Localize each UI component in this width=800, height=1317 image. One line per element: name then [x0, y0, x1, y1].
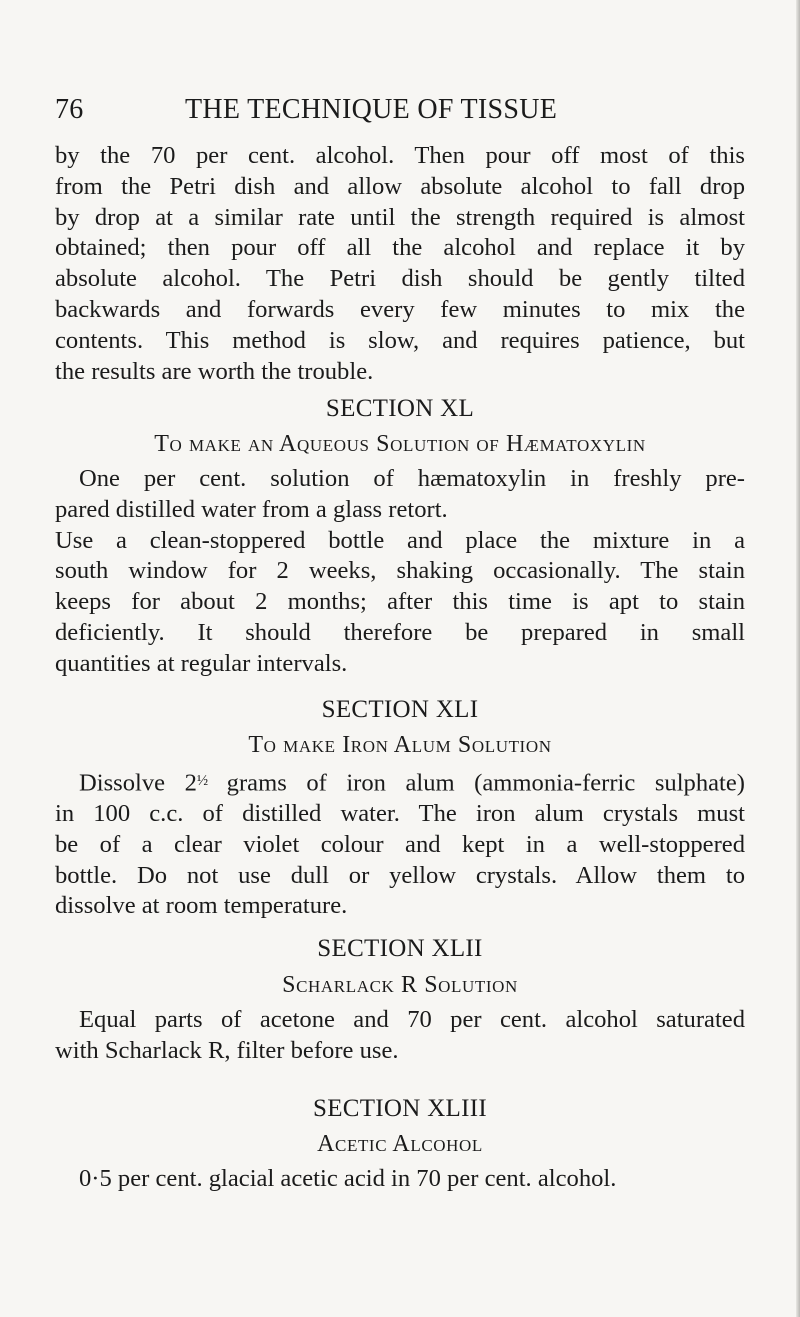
section-subheading: Acetic Alcohol: [317, 1131, 483, 1157]
text-line: Equal parts of acetone and 70 per cent. alcohol saturated: [79, 1006, 745, 1033]
text-line: 0·5 per cent. glacial acetic acid in 70 per cent. alcohol.: [79, 1165, 617, 1192]
running-title: THE TECHNIQUE OF TISSUE: [185, 94, 558, 125]
text-line: be of a clear violet colour and kept in a well-stoppered: [55, 830, 745, 858]
text-line: in 100 c.c. of distilled water. The iron alum crystals must: [55, 800, 745, 828]
text-line: contents. This method is slow, and requires patience, but: [55, 326, 745, 354]
text-line: with Scharlack R, filter before use.: [55, 1036, 399, 1064]
text-line: dissolve at room temperature.: [55, 892, 348, 920]
text-line: bottle. Do not use dull or yellow crystals. Allow them to: [55, 861, 745, 889]
text-line: from the Petri dish and allow absolute alcohol to fall drop: [55, 172, 745, 200]
text-line: deficiently. It should therefore be prepared in small: [55, 618, 745, 646]
section-heading: SECTION XLI: [321, 696, 479, 723]
section-heading: SECTION XLII: [317, 935, 483, 962]
text-line: backwards and forwards every few minutes to mix the: [55, 295, 745, 323]
page-number: 76: [55, 94, 84, 125]
text-line: by drop at a similar rate until the strength required is almost: [55, 203, 745, 231]
text-line: quantities at regular intervals.: [55, 649, 348, 677]
text-line: keeps for about 2 months; after this time is apt to stain: [55, 588, 745, 616]
section-subheading: To make an Aqueous Solution of Hæmatoxylin: [154, 431, 646, 457]
text-line: Use a clean-stoppered bottle and place the mixture in a: [55, 526, 745, 554]
text-fragment: Dissolve 2: [79, 769, 197, 797]
section-body: [55, 1164, 745, 1195]
section-subheading: Scharlack R Solution: [282, 972, 518, 998]
section-body: [55, 766, 745, 922]
text-line: [55, 766, 745, 799]
text-fragment: grams of iron alum (ammonia-ferric sulphate): [207, 769, 745, 797]
fraction: ½: [196, 773, 208, 789]
text-line: One per cent. solution of hæmatoxylin in freshly pre-: [79, 465, 745, 492]
text-line: pared distilled water from a glass retort.: [55, 495, 448, 523]
text-line: absolute alcohol. The Petri dish should be gently tilted: [55, 265, 745, 293]
text-line: obtained; then pour off all the alcohol and replace it by: [55, 234, 745, 262]
opening-paragraph: [55, 141, 745, 387]
section-body: [55, 464, 745, 680]
text-line: by the 70 per cent. alcohol. Then pour off most of this: [55, 142, 745, 169]
section-body: [55, 1005, 745, 1067]
page-edge-shadow: [796, 0, 800, 1317]
section-heading: SECTION XL: [325, 395, 475, 422]
section-heading: SECTION XLIII: [312, 1095, 487, 1122]
text-line: south window for 2 weeks, shaking occasionally. The stain: [55, 557, 745, 585]
text-line: the results are worth the trouble.: [55, 357, 374, 385]
running-head: [55, 94, 745, 134]
section-subheading: To make Iron Alum Solution: [248, 732, 552, 758]
